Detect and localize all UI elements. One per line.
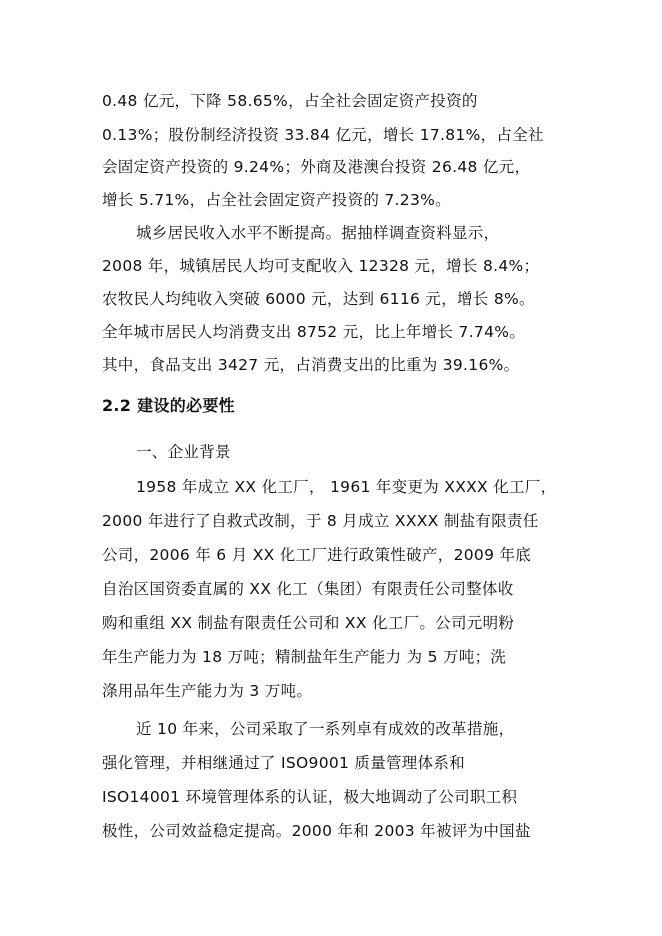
paragraph-line: 0.48 亿元，下降 58.65%，占全社会固定资产投资的 — [102, 92, 478, 110]
paragraph-line: 年生产能力为 18 万吨；精制盐年生产能力 为 5 万吨；洗 — [102, 648, 507, 666]
paragraph-line: ISO14001 环境管理体系的认证，极大地调动了公司职工积 — [102, 788, 518, 806]
paragraph-line: 农牧民人均纯收入突破 6000 元，达到 6116 元，增长 8%。 — [102, 290, 535, 308]
paragraph-line: 近 10 年来，公司采取了一系列卓有成效的改革措施， — [136, 720, 515, 738]
paragraph-line: 极性，公司效益稳定提高。2000 年和 2003 年被评为中国盐 — [102, 822, 531, 840]
paragraph-line: 会固定资产投资的 9.24%；外商及港澳台投资 26.48 亿元， — [102, 158, 531, 176]
paragraph-line: 购和重组 XX 制盐有限责任公司和 XX 化工厂。公司元明粉 — [102, 614, 515, 632]
paragraph-line: 公司，2006 年 6 月 XX 化工厂进行政策性破产，2009 年底 — [102, 546, 532, 564]
paragraph-line: 2000 年进行了自救式改制，于 8 月成立 XXXX 制盐有限责任 — [102, 512, 539, 530]
paragraph-line: 强化管理，并相继通过了 ISO9001 质量管理体系和 — [102, 754, 466, 772]
paragraph-line: 1958 年成立 XX 化工厂， 1961 年变更为 XXXX 化工厂， — [136, 478, 557, 496]
paragraph-line: 增长 5.71%，占全社会固定资产投资的 7.23%。 — [102, 191, 451, 209]
paragraph-line: 城乡居民收入水平不断提高。据抽样调查资料显示， — [136, 224, 500, 242]
paragraph-line: 自治区国资委直属的 XX 化工（集团）有限责任公司整体收 — [102, 580, 514, 598]
paragraph-line: 涤用品年生产能力为 3 万吨。 — [102, 682, 313, 700]
paragraph-line: 全年城市居民人均消费支出 8752 元，比上年增长 7.74%。 — [102, 323, 526, 341]
subsection-heading: 一、企业背景 — [136, 443, 231, 461]
section-heading: 2.2 建设的必要性 — [102, 396, 235, 415]
paragraph-line: 其中，食品支出 3427 元，占消费支出的比重为 39.16%。 — [102, 356, 520, 374]
paragraph-line: 2008 年，城镇居民人均可支配收入 12328 元，增长 8.4%； — [102, 257, 540, 275]
paragraph-line: 0.13%；股份制经济投资 33.84 亿元，增长 17.81%，占全社 — [102, 126, 544, 144]
